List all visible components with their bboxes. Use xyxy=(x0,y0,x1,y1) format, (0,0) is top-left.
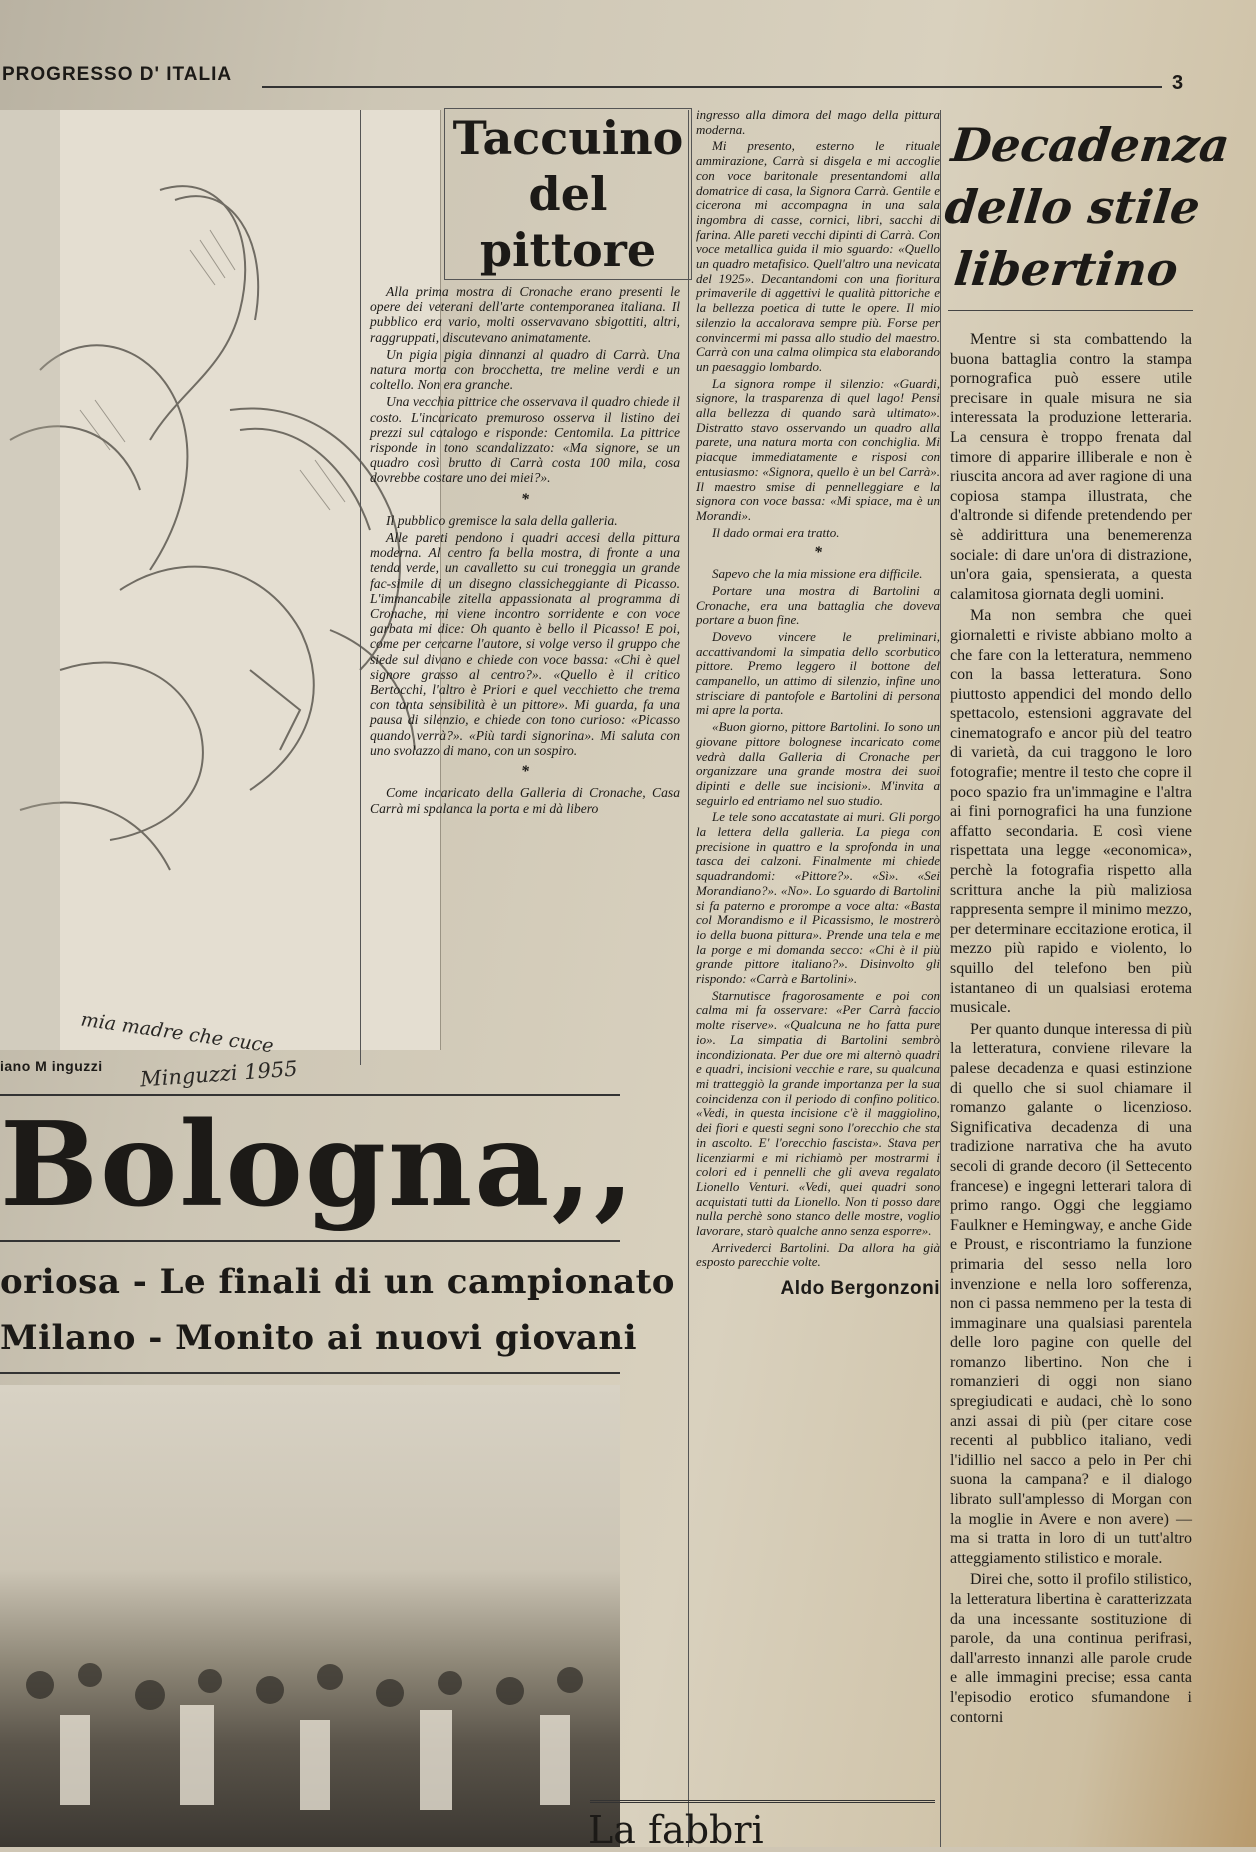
decadenza-title-line1: Decadenza xyxy=(948,118,1233,172)
taccuino-title-line3: pittore xyxy=(479,223,657,277)
decadenza-title-line2: dello stile xyxy=(942,180,1203,234)
section-star: * xyxy=(814,544,822,562)
section-star: * xyxy=(521,763,529,781)
decadenza-column xyxy=(950,330,1192,1729)
header-rule xyxy=(262,86,1162,88)
taccuino-title-line1: Taccuino xyxy=(452,111,684,165)
bottom-rule xyxy=(590,1800,935,1803)
paragraph: Direi che, sotto il profilo stilistico, la letteratura libertina è caratterizzata da una incessante sostituzione di parole, da una continua perifrasi, dall'arresto innanzi alle parole crude e alle immagini precise; essa canta l'episodio erotico sfumandone i contorni xyxy=(950,1571,1192,1726)
subtitle-rule xyxy=(0,1372,620,1374)
paragraph: Alle pareti pendono i quadri accesi della pittura moderna. Al centro fa bella mostra, di fronte a una tenda verde, un cavalletto su cui troneggia un grande fac-simile di un disegno classicheggiante di Picasso. L'immancabile zitella appassionata al programma di Cronache, mi viene incontro sorridente e con voce garbata mi dice: Oh quanto è bello il Picasso! E poi, come per cercarne l'autore, si volge verso il gruppo che siede sul divano e chiede con voce bassa: «Chi è quel signore grasso al centro?». «Quello è il critico Bertocchi, l'altro è Priori e quel vecchietto che trema con tanta sensibilità è un pittore». Mi guarda, fa una pausa di silenzio, e chiede con tono curioso: «Picasso quando verrà?». «Più tardi signorina». Mi saluta con uno svolazzo di mano, con un sospiro. xyxy=(370,530,680,758)
bologna-subtitle-2: Milano - Monito ai nuovi giovani xyxy=(0,1318,638,1358)
photo-crowd xyxy=(0,1385,620,1847)
paragraph: Il dado ormai era tratto. xyxy=(712,524,840,540)
paragraph: Come incaricato della Galleria di Cronache, Casa Carrà mi spalanca la porta e mi dà libero xyxy=(370,785,680,816)
bottom-headline-fragment: La fabbri xyxy=(588,1808,764,1852)
column-rule xyxy=(940,110,941,1847)
stadium-photo xyxy=(0,1385,620,1847)
headline-top-rule xyxy=(0,1094,620,1096)
decadenza-title xyxy=(935,114,1233,300)
paragraph: Dovevo vincere le preliminari, accattivandomi la simpatia dello scorbutico pittore. Premo leggero il bottone del campanello, un attimo di silenzio, infine uno strisciare di pantofole e Bartolini di persona mi apre la porta. xyxy=(696,628,940,718)
paragraph: Per quanto dunque interessa di più la letteratura, conviene rilevare la palese decadenza e quasi estinzione di quello che si suol chiamare il romanzo galante o licenzioso. Significativa decadenza di una tradizione narrativa che ha avuto secoli di grande decoro (il Settecento francese) e ingegni letterari talora di primo rango. Oggi che leggiamo Faulkner e Hemingway, e anche Gide e Proust, e riscontriamo la funzione primaria del sesso nella loro invenzione e nella loro sofferenza, non ci passa nemmeno per la testa di immaginare una qualsiasi parentela delle loro pagine con quelle del romanzo libertino. Non che i romanzieri di oggi non siano spregiudicati e audaci, chè lo sono anzi assai di più (per citare cose recenti al pubblico italiano, vedi l'idillio nel sacco a pelo in Per chi suona la campana? e il dialogo librato sull'amplesso di Morgan con la moglie in Avere e non avere) — ma si tratta in loro di un tutt'altro atteggiamento stilistico e morale. xyxy=(950,1020,1192,1567)
paragraph: Portare una mostra di Bartolini a Cronache, era una battaglia che doveva portare a buon fine. xyxy=(696,582,940,628)
decadenza-title-line3: libertino xyxy=(951,242,1181,296)
taccuino-column-2 xyxy=(696,107,940,1300)
page-number: 3 xyxy=(1172,72,1184,94)
paragraph: Un pigia pigia dinnanzi al quadro di Carrà. Una natura morta con brocchetta, tre meline verdi e un coltello. Non era granche. xyxy=(370,346,680,393)
paragraph: Arrivederci Bartolini. Da allora ha già esposto parecchie volte. xyxy=(696,1239,940,1270)
paragraph: Il pubblico gremisce la sala della galleria. xyxy=(386,512,618,528)
paragraph: La signora rompe il silenzio: «Guardi, signore, la trasparenza di quel lago! Pensi alla bellezza di quando sarà ultimato». Distratto stavo osservando un quadro alla parete, una natura morta con conchiglia. Mi piacque immediatamente e risposi con entusiasmo: «Signora, quello è un bel Carrà». Il maestro smise di pennelleggiare e la signora con voce bassa: «Mi spiace, ma è un Morandi». xyxy=(696,375,940,523)
sketch-caption: iano M inguzzi xyxy=(0,1058,103,1074)
newspaper-masthead: PROGRESSO D' ITALIA xyxy=(2,64,233,85)
paragraph: Le tele sono accatastate ai muri. Gli porgo la lettera della galleria. La piega con precisione in quattro e la sprofonda in una tasca dei calzoni. Finalmente mi chiede squadrandomi: «Pittore?». «Sì». «Sei Morandiano?». «No». Lo sguardo di Bartolini si fa paterno e prorompe a voce alta: «Basta col Morandismo e il Picassismo, le mostrerò io della buona pittura». Prende una tela e me la porge e mi domanda secco: «Chi è il più grande pittore italiano?». Disinvolto gli rispondo: «Carrà e Bartolini». xyxy=(696,809,940,987)
taccuino-column-1 xyxy=(370,284,680,818)
paragraph: Mentre si sta combattendo la buona battaglia contro la stampa pornografica può essere utile precisare in quale misura ne sia interessata la produzione letteraria. La censura è troppo frenata dal timore di apparire illiberale e non è riuscita ancora ad aver ragione di una copiosa stampa illustrata, che d'altronde si difende pretendendo per sè addirittura una benemerenza sociale: di dare un'ora di distrazione, un'ora gaia, spensierata, a questa calamitosa giornata degli uomini. xyxy=(950,331,1192,603)
paragraph: Starnutisce fragorosamente e poi con calma mi fa osservare: «Per Carrà faccio molte riserve». «Qualcuna ne ho fatta pure io». La simpatia di Bartolini sembrò incondizionata. Per due ore mi alternò quadri e quadri, incisioni vecchie e rare, su qualcuna mi tratteggiò la grande importanza per la sua coincidenza con il periodo di confino politico. «Vedi, in questa incisione c'è il maggiolino, dei fiori e questi segni sono l'orecchio che sta in ascolto. E' l'orecchio fascista». Stava per licenziarmi e mi richiamò per mostrarmi i colori ed i pennelli che gli aveva regalato Lionello Venturi. «Vedi, quei quadri sono acquistati tutti da Lionello. Non ti posso dare nulla perchè sono stanco delle mostre, voglio lavorare, starò qualche anno senza esporre». xyxy=(696,987,940,1239)
bologna-subtitle-1: oriosa - Le finali di un campionato xyxy=(0,1262,675,1302)
taccuino-title xyxy=(448,110,688,280)
title-rule xyxy=(948,310,1193,311)
bologna-headline: Bologna,, xyxy=(0,1097,637,1233)
paragraph: «Buon giorno, pittore Bartolini. Io sono un giovane pittore bolognese incaricato come vedrà dalla Galleria di Cronache per organizzare una grande mostra dei suoi dipinti e delle sue incisioni». M'invita a seguirlo ed entriamo nel suo studio. xyxy=(696,719,940,808)
column-rule xyxy=(688,110,689,1847)
paragraph: Alla prima mostra di Cronache erano presenti le opere dei veterani dell'arte contemporanea italiana. Il pubblico era vario, molti osservavano sbigottiti, altri, raggruppati, discutevano animatamente. xyxy=(370,284,680,345)
article-author: Aldo Bergonzoni xyxy=(780,1278,940,1300)
paragraph: Sapevo che la mia missione era difficile. xyxy=(712,566,923,582)
headline-bottom-rule xyxy=(0,1240,620,1242)
paragraph: Mi presento, esterno le rituale ammirazione, Carrà si disgela e mi accoglie con voce baritonale presentandomi alla domatrice di casa, la Signora Carrà. Gentile e cicerona mi accompagna in una sala ingombra di casse, cornici, libri, sacchi di farina. Alle pareti vecchi dipinti di Carrà. Con voce metallica guida il mio sguardo: «Quello un quadro metafisico. Quell'altro una nevicata del 1925». Decantandomi con una fioritura primaverile di aggettivi le qualità pittoriche e la bellezza poetica di tutte le opere. Il mio silenzio la accalorava sempre più. Forse per convincermi mi passa allo studio del maestro. Carrà con una calma olimpica sta elaborando un paesaggio lombardo. xyxy=(696,138,940,374)
section-star: * xyxy=(521,490,529,508)
sketch-signature-line1: mia madre che cuce xyxy=(79,1008,275,1058)
paragraph: Ma non sembra che quei giornaletti e riviste abbiano molto a che fare con la letteratura, nemmeno con la bassa letteratura. Sono piuttosto appendici del mondo dello spettacolo, estensioni aggravate del cinematografo e ancor più del teatro di varietà, da cui traggono le loro fotografie; mentre il testo che copre il poco spazio fra un'immagine e l'altra ai fini pornografici ha una funzione affatto secondaria. E così viene rispettata una legge «economica», perchè la fotografia rispetto alla scrittura anche la più maliziosa rappresenta sempre il minimo mezzo, per determinare eccitazione erotica, il mezzo più rapido e violento, lo squillo del telefono ben più istantaneo di un qualsiasi erotema musicale. xyxy=(950,607,1192,1017)
column-rule xyxy=(360,110,361,1065)
taccuino-title-line2: del xyxy=(528,167,608,221)
sketch-signature-line2: Minguzzi 1955 xyxy=(139,1056,299,1092)
paragraph: Una vecchia pittrice che osservava il quadro chiede il costo. L'incaricato premuroso osserva il listino dei prezzi sul catalogo e risponde: Centomila. La pittrice risponde in tono scandalizzato: «Ma signore, se un quadro così brutto di Carrà costa 100 mila, cosa dovrebbe costare uno dei miei?». xyxy=(370,394,680,486)
paragraph: ingresso alla dimora del mago della pittura moderna. xyxy=(696,107,940,137)
